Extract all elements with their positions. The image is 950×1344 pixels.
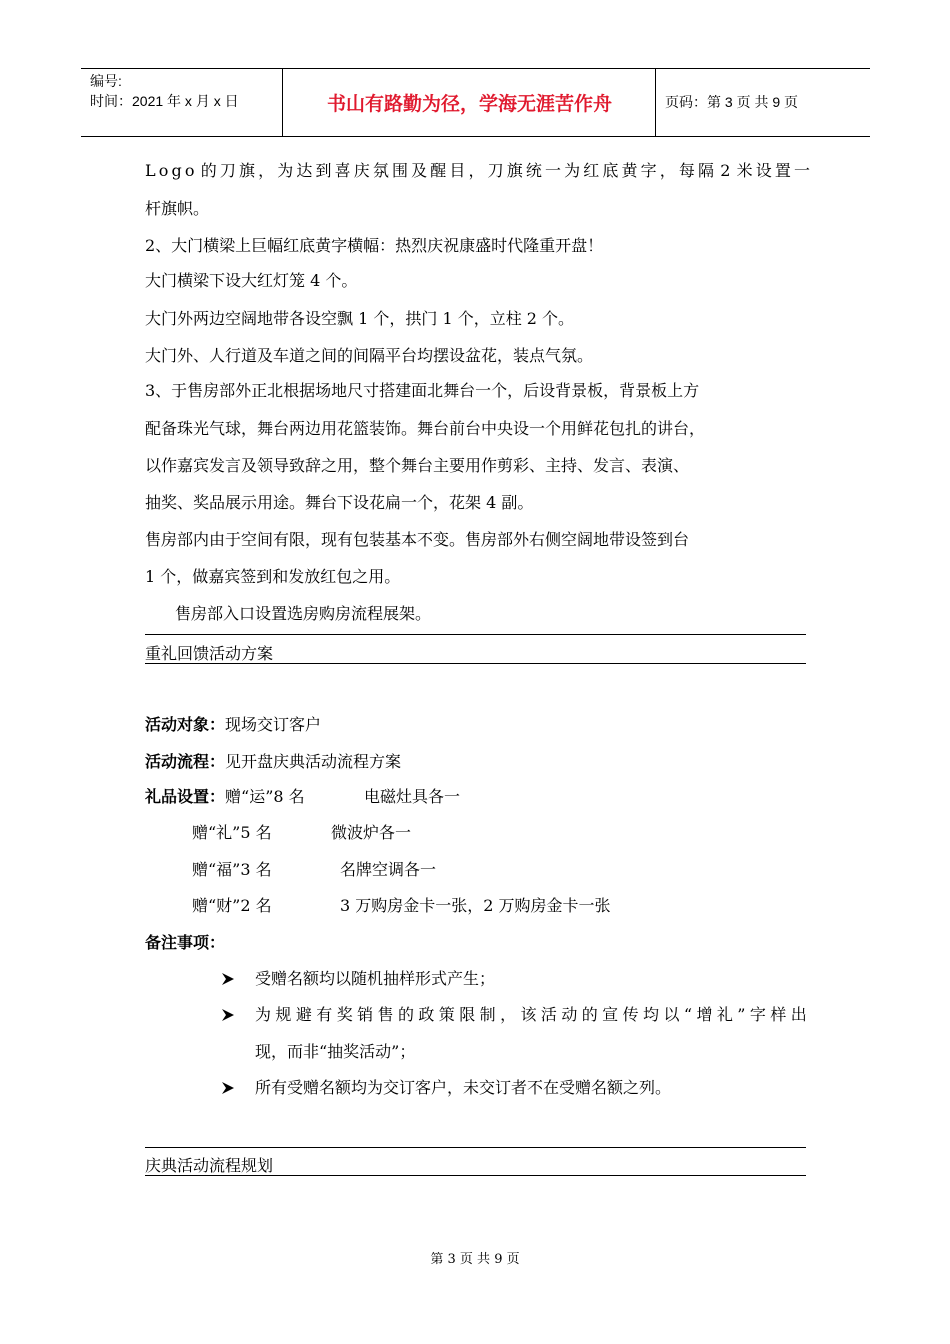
gift-name: 赠“运”8 名 bbox=[225, 787, 305, 806]
number-label: 编号: bbox=[90, 73, 122, 89]
gift-row bbox=[192, 895, 611, 917]
section-rule bbox=[145, 663, 806, 664]
paragraph-line: 大门外、人行道及车道之间的间隔平台均摆设盆花，装点气氛。 bbox=[145, 346, 594, 365]
target-label: 活动对象： bbox=[145, 715, 226, 734]
gift-item: 电磁灶具各一 bbox=[364, 787, 461, 806]
page-footer: 第 3 页 共 9 页 bbox=[430, 1252, 520, 1267]
gift-name: 赠“礼”5 名 bbox=[192, 823, 272, 842]
gift-item: 微波炉各一 bbox=[331, 823, 412, 842]
paragraph-line: L o g o 的 刀 旗 ， 为 达 到 喜 庆 氛 围 及 醒 目 ， 刀 旗 统 一 为 红 底 黄 字 ， 每 隔 2 米 设 置 一 bbox=[145, 161, 810, 180]
gift-item: 3 万购房金卡一张，2 万购房金卡一张 bbox=[340, 896, 611, 915]
section-title: 重礼回馈活动方案 bbox=[145, 646, 274, 663]
arrow-bullet-icon bbox=[221, 972, 235, 986]
note-item: 现，而非“抽奖活动”； bbox=[255, 1042, 416, 1061]
arrow-bullet-icon bbox=[221, 1081, 235, 1095]
header-divider bbox=[282, 69, 283, 136]
flow-value: 见开盘庆典活动流程方案 bbox=[225, 752, 402, 771]
paragraph-line: 以作嘉宾发言及领导致辞之用，整个舞台主要用作剪彩、主持、发言、表演、 bbox=[145, 456, 690, 475]
paragraph-line: 3、于售房部外正北根据场地尺寸搭建面北舞台一个，后设背景板，背景板上方 bbox=[145, 381, 700, 400]
section-title: 庆典活动流程规划 bbox=[145, 1158, 274, 1175]
note-item: 为 规 避 有 奖 销 售 的 政 策 限 制 ， 该 活 动 的 宣 传 均 以 “ 增 礼 ” 字 样 出 bbox=[255, 1005, 807, 1024]
note-item: 所有受赠名额均为交订客户，未交订者不在受赠名额之列。 bbox=[255, 1078, 672, 1097]
paragraph-line: 售房部内由于空间有限，现有包装基本不变。售房部外右侧空阔地带设签到台 bbox=[145, 530, 690, 549]
target-value: 现场交订客户 bbox=[225, 715, 322, 734]
header-left bbox=[90, 71, 239, 111]
paragraph-line: 1 个，做嘉宾签到和发放红包之用。 bbox=[145, 567, 401, 586]
gift-name: 赠“财”2 名 bbox=[192, 896, 272, 915]
page-header bbox=[81, 68, 870, 137]
section-rule bbox=[145, 1147, 806, 1148]
gift-name: 赠“福”3 名 bbox=[192, 860, 272, 879]
gift-row bbox=[145, 786, 460, 808]
activity-target bbox=[145, 714, 321, 736]
header-motto: 书山有路勤为径，学海无涯苦作舟 bbox=[326, 94, 612, 115]
paragraph-line: 售房部入口设置选房购房流程展架。 bbox=[175, 604, 432, 623]
section-rule bbox=[145, 1175, 806, 1176]
paragraph-line: 配备珠光气球，舞台两边用花篮装饰。舞台前台中央设一个用鲜花包扎的讲台， bbox=[145, 419, 706, 438]
gift-label: 礼品设置： bbox=[145, 787, 226, 806]
paragraph-line: 2、大门横梁上巨幅红底黄字横幅：热烈庆祝康盛时代隆重开盘！ bbox=[145, 236, 604, 255]
gift-item: 名牌空调各一 bbox=[340, 860, 437, 879]
notes-label: 备注事项： bbox=[145, 933, 226, 952]
paragraph-line: 大门外两边空阔地带各设空飘 1 个，拱门 1 个，立柱 2 个。 bbox=[145, 309, 575, 328]
header-divider bbox=[655, 69, 656, 136]
header-page-label: 页码：第 3 页 共 9 页 bbox=[665, 94, 799, 110]
section-rule bbox=[145, 634, 806, 635]
gift-row bbox=[192, 822, 411, 844]
gift-row bbox=[192, 859, 436, 881]
note-item: 受赠名额均以随机抽样形式产生； bbox=[255, 969, 496, 988]
paragraph-line: 抽奖、奖品展示用途。舞台下设花扁一个，花架 4 副。 bbox=[145, 493, 534, 512]
arrow-bullet-icon bbox=[221, 1008, 235, 1022]
activity-flow bbox=[145, 751, 401, 773]
paragraph-line: 杆旗帜。 bbox=[145, 199, 210, 218]
paragraph-line: 大门横梁下设大红灯笼 4 个。 bbox=[145, 271, 358, 290]
date-label: 时间：2021 年 x 月 x 日 bbox=[90, 93, 239, 109]
flow-label: 活动流程： bbox=[145, 752, 226, 771]
